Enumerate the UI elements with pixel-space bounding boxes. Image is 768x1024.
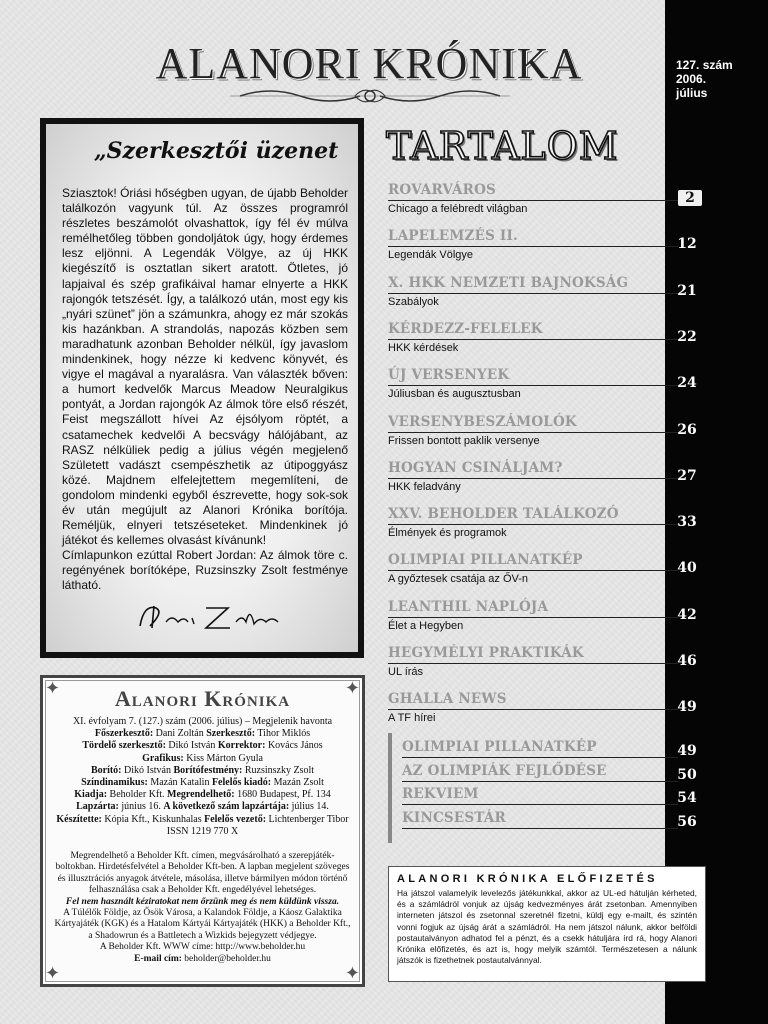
toc-subitem-title: AZ OLIMPIÁK FEJLŐDÉSE bbox=[402, 763, 607, 779]
toc-rule bbox=[388, 663, 678, 664]
credit-label: Színdinamikus: bbox=[81, 777, 148, 789]
star-ornament-icon: ✦ bbox=[45, 963, 61, 983]
credit-label: Felelős kiadó: bbox=[211, 777, 272, 789]
toc-rule bbox=[388, 570, 678, 571]
toc-subitem[interactable] bbox=[402, 763, 702, 783]
toc-item[interactable] bbox=[388, 691, 700, 737]
toc-item-subtitle: UL írás bbox=[388, 666, 424, 678]
credit-label: Grafikus: bbox=[142, 752, 184, 764]
toc-page-number: 50 bbox=[677, 767, 697, 783]
credit-label: Tördelő szerkesztő: bbox=[82, 740, 166, 752]
credit-value: július 14. bbox=[291, 801, 329, 813]
credit-value: Ruzsinszky Zsolt bbox=[244, 764, 315, 776]
toc-item[interactable] bbox=[388, 182, 700, 228]
toc-rule bbox=[388, 200, 678, 201]
credit-line bbox=[49, 765, 356, 777]
credit-text: XI. évfolyam 7. (127.) szám (2006. július) – Megjelenik havonta bbox=[72, 716, 333, 727]
toc-item-subtitle: HKK kérdések bbox=[388, 342, 459, 354]
toc-rule bbox=[388, 339, 678, 340]
toc-page-number: 54 bbox=[677, 790, 697, 806]
legal-line: felhasználása csak a Beholder Kft. engedélyével lehetséges. bbox=[88, 885, 317, 896]
legal-line: és illusztrációs anyagok átvétele, másolása, illetve bármilyen módon történő bbox=[57, 873, 348, 884]
credit-label: Főszerkesztő: bbox=[94, 728, 154, 740]
subscription-text: Ha játszol valamelyik levelezős játékunkkal, akkor az UL-ed hátulján kérheted, és a számládról vonjuk az újság kedvezményes árát zsetonban. Amennyiben interneten játszol és zsetonnal szeretnél fizetni, küldj egy e-mailt, és szintén vonni fogjuk az újság árát a számládról. Ha nem játszol nálunk, akkor belföldi postautalványon adhatod fel a pénzt, és a csekk hátuljára írd rá, hogy Alanori Krónika előfizetés, és azt is, hogy melyik számtól. Természetesen a nálunk játszók is fizethetnek postautalvánnyal. bbox=[397, 888, 697, 966]
credit-value: június 16. bbox=[121, 801, 161, 813]
toc-item-title: ROVARVÁROS bbox=[388, 182, 497, 198]
toc-subitem[interactable] bbox=[402, 786, 702, 806]
toc-item[interactable] bbox=[388, 645, 700, 691]
subscription-title: ALANORI KRÓNIKA ELŐFIZETÉS bbox=[397, 873, 658, 885]
legal-line: boltokban. Hirdetésfelvétel a Beholder Kft-ben. A lapban megjelent szöveges bbox=[55, 862, 350, 873]
toc-page-number: 22 bbox=[677, 329, 697, 345]
signature-icon bbox=[132, 596, 282, 636]
credit-label: A következő szám lapzártája: bbox=[163, 801, 290, 813]
toc-page-number: 49 bbox=[677, 699, 697, 715]
toc-item[interactable] bbox=[388, 506, 700, 552]
issue-info bbox=[676, 58, 764, 100]
legal-line: Kártyajáték (KGK) és a Hatalom Kártyái Kártyajáték (HKK) a Beholder Kft., bbox=[54, 919, 351, 930]
credit-value: Lichtenberger Tibor bbox=[268, 813, 349, 825]
toc-rule bbox=[388, 709, 678, 710]
credit-line bbox=[49, 814, 356, 826]
impressum-title: Alanori Krónika bbox=[114, 686, 291, 711]
credit-value: Tihor Miklós bbox=[257, 728, 311, 740]
toc-page-number: 46 bbox=[677, 653, 697, 669]
toc-rule bbox=[402, 781, 678, 782]
subscription-box bbox=[388, 866, 706, 982]
toc-item[interactable] bbox=[388, 552, 700, 598]
credit-label: Borítófestmény: bbox=[173, 764, 243, 776]
ghalla-news-subsection-bar bbox=[388, 733, 392, 843]
toc-rule bbox=[388, 478, 678, 479]
editorial-paper bbox=[46, 124, 358, 652]
toc-item-subtitle: Frissen bontott paklik versenye bbox=[388, 435, 540, 447]
impressum-box bbox=[40, 675, 365, 987]
credit-label: Lapzárta: bbox=[76, 801, 119, 813]
toc-item[interactable] bbox=[388, 599, 700, 645]
legal-line: A Túlélők Földje, az Ősök Városa, a Kalandok Földje, a Káosz Galaktika bbox=[63, 908, 342, 919]
toc-item-title: LAPELEMZÉS II. bbox=[388, 228, 518, 244]
toc-item-title: XXV. BEHOLDER TALÁLKOZÓ bbox=[388, 506, 619, 522]
issue-month: július bbox=[676, 86, 708, 100]
toc-item[interactable] bbox=[388, 414, 700, 460]
toc-item-title: KÉRDEZZ-FELELEK bbox=[388, 321, 543, 337]
toc-rule bbox=[402, 757, 678, 758]
toc-rule bbox=[388, 524, 678, 525]
toc-rule bbox=[388, 432, 678, 433]
credit-value: Dikó István bbox=[124, 764, 171, 776]
star-ornament-icon: ✦ bbox=[45, 678, 61, 698]
credit-value: Kópia Kft., Kiskunhalas bbox=[104, 813, 202, 825]
toc-item-title: ÚJ VERSENYEK bbox=[388, 367, 510, 383]
toc-item-title: HOGYAN CSINÁLJAM? bbox=[388, 460, 563, 476]
credit-label: Felelős vezető: bbox=[204, 813, 267, 825]
star-ornament-icon: ✦ bbox=[344, 678, 360, 698]
toc-item-subtitle: Élmények és programok bbox=[388, 527, 507, 539]
star-ornament-icon: ✦ bbox=[344, 963, 360, 983]
toc-page-number: 40 bbox=[677, 560, 697, 576]
credit-line bbox=[49, 716, 356, 728]
email-label: E-mail cím: bbox=[134, 953, 182, 964]
toc-subitem[interactable] bbox=[402, 739, 702, 759]
credit-value: Beholder Kft. bbox=[109, 789, 165, 801]
toc-subitem-title: KINCSESTÁR bbox=[402, 810, 506, 826]
editorial-body: Sziasztok! Óriási hőségben ugyan, de újabb Beholder találkozón vagyunk túl. Az összes programról részletes beszámolót olvashattok, így fél év múlva remélhetőleg többen gondoljátok úgy, hogy érdemes lesz eljönni. A Legendák Völgye, az új HKK kiegészítő is osztatlan sikert aratott. Ötletes, jó lapjaival és szép grafikáival hamar elnyerte a HKK rajongók tetszését. Így, a találkozó után, most egy kis „nyári szünet” jön a számunkra, ahogy ez már szokás kis hazánkban. A strandolás, napozás közben sem maradhatunk azonban Beholder nélkül, így javaslom mindenkinek, hogy nézze ki kedvenc könyvét, és vigye el magával a nyaralásra. Van választék bőven: a humort kedvelők Marcus Meadow Neuralgikus pontyát, a Jordan rajongók Az álmok töre első részét, Feist megszállott hívei Az éjsólyom röptét, a csatamechek kedvelői A becsvágy hálójábant, az RASZ nélküliek pedig a július végén megjelenő Született vadászt csempészhetik az útipoggyász közé. Majdnem elfelejtettem megemlíteni, de gondolom mindenki egyből észrevette, hogy sok-sok év után megújult az Alanori Krónika borítója. Reméljük, elnyeri tetszéseteket. Mindenkinek jó játékot és kellemes olvasást kívánunk! Címlapunkon ezúttal Robert Jordan: Az álmok töre c. regényének borítóképe, Ruzsinszky Zsolt festménye látható. bbox=[62, 186, 348, 593]
credit-value: Kiss Márton Gyula bbox=[186, 752, 263, 764]
credit-line bbox=[49, 728, 356, 740]
credit-label: Szerkesztő: bbox=[206, 728, 256, 740]
credit-line bbox=[49, 740, 356, 752]
toc-item-subtitle: Chicago a felébredt világban bbox=[388, 203, 528, 215]
ornament-flourish-icon bbox=[230, 84, 510, 108]
toc-rule bbox=[388, 293, 678, 294]
issue-number: 127. szám bbox=[676, 58, 733, 72]
toc-rule bbox=[402, 828, 678, 829]
toc-item[interactable] bbox=[388, 367, 700, 413]
toc-page-number: 21 bbox=[677, 283, 697, 299]
toc-item-subtitle: Júliusban és augusztusban bbox=[388, 388, 521, 400]
email-link[interactable]: beholder@beholder.hu bbox=[184, 953, 271, 964]
credit-value: Dani Zoltán bbox=[155, 728, 204, 740]
credit-value: Kovács János bbox=[267, 740, 323, 752]
toc-rule bbox=[388, 385, 678, 386]
credit-value: 1680 Budapest, Pf. 134 bbox=[237, 789, 331, 801]
toc-item-title: OLIMPIAI PILLANATKÉP bbox=[388, 552, 583, 568]
credit-label: Készítette: bbox=[56, 813, 102, 825]
legal-line: Megrendelhető a Beholder Kft. címen, megvásárolható a szerepjáték- bbox=[70, 851, 335, 861]
toc-item[interactable] bbox=[388, 275, 700, 321]
credit-line bbox=[49, 777, 356, 789]
toc-rule bbox=[388, 617, 678, 618]
toc-rule bbox=[388, 246, 678, 247]
toc-item-subtitle: Legendák Völgye bbox=[388, 249, 474, 261]
toc-item-subtitle: HKK feladvány bbox=[388, 481, 461, 493]
toc-subitem-title: REKVIEM bbox=[402, 786, 479, 802]
email-line bbox=[51, 954, 354, 965]
issn: ISSN 1219 770 X bbox=[166, 825, 239, 837]
credit-label: Kiadja: bbox=[74, 789, 108, 801]
credit-line bbox=[49, 789, 356, 801]
toc-page-number: 42 bbox=[677, 607, 697, 623]
credit-value: Mazán Zsolt bbox=[273, 777, 324, 789]
editorial-title: „Szerkesztői üzenet bbox=[94, 138, 339, 164]
toc-page-number: 24 bbox=[677, 375, 697, 391]
credit-label: Megrendelhető: bbox=[167, 789, 235, 801]
toc-page-number: 12 bbox=[677, 236, 697, 252]
toc-item-subtitle: Szabályok bbox=[388, 296, 439, 308]
web-address: A Beholder Kft. WWW címe: http://www.beholder.hu bbox=[99, 942, 306, 953]
toc-subitem-title: OLIMPIAI PILLANATKÉP bbox=[402, 739, 597, 755]
editorial-scroll bbox=[40, 118, 364, 658]
toc-item-title: VERSENYBESZÁMOLÓK bbox=[388, 414, 577, 430]
toc-title: TARTALOM bbox=[386, 124, 619, 168]
credit-line bbox=[49, 801, 356, 813]
toc-item-title: GHALLA NEWS bbox=[388, 691, 507, 707]
toc-item-title: X. HKK NEMZETI BAJNOKSÁG bbox=[388, 275, 629, 291]
toc-page-number: 56 bbox=[677, 814, 697, 830]
toc-page-number: 27 bbox=[677, 468, 697, 484]
toc-rule bbox=[402, 804, 678, 805]
toc-subitem[interactable] bbox=[402, 810, 702, 830]
impressum-credits bbox=[49, 716, 356, 838]
credit-label: Korrektor: bbox=[217, 740, 266, 752]
credit-line bbox=[49, 826, 356, 838]
toc-page-number: 2 bbox=[678, 190, 702, 206]
impressum-legal bbox=[51, 851, 354, 965]
legal-line: a Shadowrun és a Battletech a Wizkids bejegyzett védjegye. bbox=[88, 930, 317, 941]
toc-item[interactable] bbox=[388, 321, 700, 367]
toc-page-number: 33 bbox=[677, 514, 697, 530]
toc-item-title: LEANTHIL NAPLÓJA bbox=[388, 599, 549, 615]
credit-line bbox=[49, 753, 356, 765]
toc-page-number: 49 bbox=[677, 743, 697, 759]
toc-item[interactable] bbox=[388, 460, 700, 506]
credit-value: Mazán Katalin bbox=[150, 777, 210, 789]
toc-item-subtitle: Élet a Hegyben bbox=[388, 620, 464, 632]
toc-item-title: HEGYMÉLYI PRAKTIKÁK bbox=[388, 645, 584, 661]
issue-year: 2006. bbox=[676, 72, 707, 86]
masthead-title: ALANORI KRÓNIKA bbox=[155, 39, 583, 88]
credit-value: Dikó István bbox=[168, 740, 216, 752]
toc-item-subtitle: A győztesek csatája az ŐV-n bbox=[388, 573, 529, 585]
toc-page-number: 26 bbox=[677, 422, 697, 438]
manuscript-notice: Fel nem használt kéziratokat nem őrzünk meg és nem küldünk vissza. bbox=[65, 896, 340, 907]
toc-item[interactable] bbox=[388, 228, 700, 274]
toc-item-subtitle: A TF hírei bbox=[388, 712, 436, 724]
credit-label: Borító: bbox=[90, 764, 122, 776]
